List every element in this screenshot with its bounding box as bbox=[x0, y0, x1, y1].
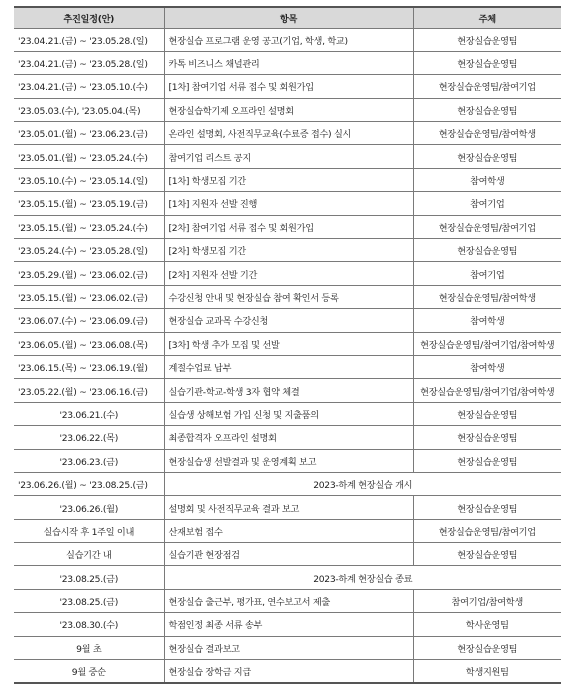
table-row bbox=[14, 636, 561, 659]
schedule-owner-cell: 참여기업 bbox=[413, 262, 561, 285]
schedule-date-cell: '23.06.07.(수) ~ '23.06.09.(금) bbox=[14, 309, 164, 332]
schedule-owner-cell: 현장실습운영팀 bbox=[413, 496, 561, 519]
schedule-milestone-cell: 2023-하계 현장실습 종료 bbox=[164, 566, 561, 589]
schedule-date-cell: 9월 중순 bbox=[14, 660, 164, 683]
schedule-item-cell: [1차] 학생모집 기간 bbox=[164, 168, 413, 191]
table-row bbox=[14, 449, 561, 472]
schedule-item-cell: [1차] 지원자 선발 진행 bbox=[164, 192, 413, 215]
schedule-date-cell: '23.06.23.(금) bbox=[14, 449, 164, 472]
schedule-owner-cell: 현장실습운영팀 bbox=[413, 636, 561, 659]
table-row bbox=[14, 145, 561, 168]
schedule-item-cell: 계절수업료 납부 bbox=[164, 355, 413, 378]
schedule-date-cell: '23.05.01.(월) ~ '23.05.24.(수) bbox=[14, 145, 164, 168]
table-row bbox=[14, 472, 561, 495]
schedule-date-cell: '23.05.15.(월) ~ '23.05.19.(금) bbox=[14, 192, 164, 215]
schedule-item-cell: 현장실습 교과목 수강신청 bbox=[164, 309, 413, 332]
schedule-owner-cell: 참여기업 bbox=[413, 192, 561, 215]
schedule-item-cell: [2차] 참여기업 서류 접수 및 회원가입 bbox=[164, 215, 413, 238]
schedule-owner-cell: 현장실습운영팀/참여기업 bbox=[413, 215, 561, 238]
schedule-date-cell: '23.06.22.(목) bbox=[14, 426, 164, 449]
table-row bbox=[14, 262, 561, 285]
table-row bbox=[14, 519, 561, 542]
schedule-date-cell: '23.05.22.(월) ~ '23.06.16.(금) bbox=[14, 379, 164, 402]
schedule-item-cell: 수강신청 안내 및 현장실습 참여 확인서 등록 bbox=[164, 285, 413, 308]
schedule-item-cell: 현장실습 출근부, 평가표, 연수보고서 제출 bbox=[164, 589, 413, 612]
schedule-owner-cell: 현장실습운영팀 bbox=[413, 239, 561, 262]
schedule-item-cell: [1차] 참여기업 서류 접수 및 회원가입 bbox=[164, 75, 413, 98]
schedule-body bbox=[14, 28, 561, 683]
schedule-date-cell: 실습기간 내 bbox=[14, 543, 164, 566]
schedule-item-cell: 실습기관 현장점검 bbox=[164, 543, 413, 566]
schedule-date-cell: '23.05.10.(수) ~ '23.05.14.(일) bbox=[14, 168, 164, 191]
schedule-owner-cell: 현장실습운영팀 bbox=[413, 145, 561, 168]
schedule-item-cell: 카톡 비즈니스 채널관리 bbox=[164, 51, 413, 74]
schedule-date-cell: '23.08.25.(금) bbox=[14, 566, 164, 589]
schedule-item-cell: 현장실습 장학금 지급 bbox=[164, 660, 413, 683]
table-row bbox=[14, 660, 561, 683]
table-row bbox=[14, 75, 561, 98]
header-owner: 주체 bbox=[413, 7, 561, 28]
schedule-date-cell: '23.08.25.(금) bbox=[14, 589, 164, 612]
table-row bbox=[14, 379, 561, 402]
table-row bbox=[14, 309, 561, 332]
schedule-owner-cell: 참여학생 bbox=[413, 355, 561, 378]
schedule-date-cell: '23.06.21.(수) bbox=[14, 402, 164, 425]
schedule-owner-cell: 현장실습운영팀/참여기업/참여학생 bbox=[413, 379, 561, 402]
schedule-owner-cell: 현장실습운영팀/참여기업 bbox=[413, 75, 561, 98]
schedule-date-cell: '23.04.21.(금) ~ '23.05.28.(일) bbox=[14, 28, 164, 51]
schedule-item-cell: 실습기관-학교-학생 3자 협약 체결 bbox=[164, 379, 413, 402]
schedule-item-cell: 산재보험 접수 bbox=[164, 519, 413, 542]
header-item: 항목 bbox=[164, 7, 413, 28]
schedule-owner-cell: 학사운영팀 bbox=[413, 613, 561, 636]
table-row bbox=[14, 543, 561, 566]
table-row bbox=[14, 239, 561, 262]
schedule-item-cell: 현장실습 프로그램 운영 공고(기업, 학생, 학교) bbox=[164, 28, 413, 51]
schedule-owner-cell: 참여학생 bbox=[413, 309, 561, 332]
schedule-table bbox=[14, 6, 561, 684]
table-row bbox=[14, 355, 561, 378]
schedule-date-cell: '23.06.26.(월) ~ '23.08.25.(금) bbox=[14, 472, 164, 495]
table-row bbox=[14, 168, 561, 191]
schedule-owner-cell: 현장실습운영팀 bbox=[413, 28, 561, 51]
schedule-date-cell: '23.05.24.(수) ~ '23.05.28.(일) bbox=[14, 239, 164, 262]
table-row bbox=[14, 122, 561, 145]
schedule-item-cell: 현장실습 결과보고 bbox=[164, 636, 413, 659]
schedule-item-cell: 최종합격자 오프라인 설명회 bbox=[164, 426, 413, 449]
schedule-owner-cell: 현장실습운영팀 bbox=[413, 98, 561, 121]
header-date: 추진일정(안) bbox=[14, 7, 164, 28]
schedule-item-cell: 현장실습생 선발결과 및 운영계획 보고 bbox=[164, 449, 413, 472]
table-row bbox=[14, 332, 561, 355]
schedule-date-cell: 실습시작 후 1주일 이내 bbox=[14, 519, 164, 542]
table-row bbox=[14, 285, 561, 308]
table-row bbox=[14, 402, 561, 425]
table-row bbox=[14, 51, 561, 74]
schedule-date-cell: '23.05.01.(월) ~ '23.06.23.(금) bbox=[14, 122, 164, 145]
table-row bbox=[14, 426, 561, 449]
schedule-date-cell: 9월 초 bbox=[14, 636, 164, 659]
schedule-owner-cell: 현장실습운영팀/참여학생 bbox=[413, 285, 561, 308]
schedule-item-cell: 학점인정 최종 서류 송부 bbox=[164, 613, 413, 636]
schedule-date-cell: '23.06.15.(목) ~ '23.06.19.(월) bbox=[14, 355, 164, 378]
schedule-item-cell: 설명회 및 사전직무교육 결과 보고 bbox=[164, 496, 413, 519]
schedule-owner-cell: 현장실습운영팀/참여기업/참여학생 bbox=[413, 332, 561, 355]
table-row bbox=[14, 192, 561, 215]
schedule-item-cell: [2차] 지원자 선발 기간 bbox=[164, 262, 413, 285]
schedule-owner-cell: 현장실습운영팀/참여학생 bbox=[413, 122, 561, 145]
table-row bbox=[14, 566, 561, 589]
schedule-owner-cell: 현장실습운영팀 bbox=[413, 449, 561, 472]
table-row bbox=[14, 613, 561, 636]
schedule-date-cell: '23.06.26.(월) bbox=[14, 496, 164, 519]
schedule-date-cell: '23.06.05.(월) ~ '23.06.08.(목) bbox=[14, 332, 164, 355]
table-row bbox=[14, 98, 561, 121]
schedule-owner-cell: 현장실습운영팀 bbox=[413, 402, 561, 425]
schedule-date-cell: '23.05.15.(월) ~ '23.06.02.(금) bbox=[14, 285, 164, 308]
schedule-date-cell: '23.04.21.(금) ~ '23.05.10.(수) bbox=[14, 75, 164, 98]
schedule-owner-cell: 학생지원팀 bbox=[413, 660, 561, 683]
schedule-owner-cell: 현장실습운영팀 bbox=[413, 51, 561, 74]
schedule-item-cell: 현장실습학기제 오프라인 설명회 bbox=[164, 98, 413, 121]
table-row bbox=[14, 215, 561, 238]
schedule-item-cell: [3차] 학생 추가 모집 및 선발 bbox=[164, 332, 413, 355]
schedule-date-cell: '23.05.15.(월) ~ '23.05.24.(수) bbox=[14, 215, 164, 238]
schedule-item-cell: 온라인 설명회, 사전직무교육(수료증 접수) 실시 bbox=[164, 122, 413, 145]
schedule-owner-cell: 현장실습운영팀 bbox=[413, 543, 561, 566]
schedule-item-cell: 참여기업 리스트 공지 bbox=[164, 145, 413, 168]
schedule-milestone-cell: 2023-하계 현장실습 개시 bbox=[164, 472, 561, 495]
schedule-item-cell: [2차] 학생모집 기간 bbox=[164, 239, 413, 262]
schedule-owner-cell: 참여기업/참여학생 bbox=[413, 589, 561, 612]
schedule-owner-cell: 현장실습운영팀 bbox=[413, 426, 561, 449]
table-header-row bbox=[14, 7, 561, 28]
table-row bbox=[14, 589, 561, 612]
schedule-item-cell: 실습생 상해보험 가입 신청 및 지출품의 bbox=[164, 402, 413, 425]
table-row bbox=[14, 28, 561, 51]
schedule-date-cell: '23.05.29.(월) ~ '23.06.02.(금) bbox=[14, 262, 164, 285]
schedule-date-cell: '23.05.03.(수), '23.05.04.(목) bbox=[14, 98, 164, 121]
schedule-owner-cell: 현장실습운영팀/참여기업 bbox=[413, 519, 561, 542]
table-row bbox=[14, 496, 561, 519]
schedule-owner-cell: 참여학생 bbox=[413, 168, 561, 191]
schedule-date-cell: '23.08.30.(수) bbox=[14, 613, 164, 636]
schedule-date-cell: '23.04.21.(금) ~ '23.05.28.(일) bbox=[14, 51, 164, 74]
